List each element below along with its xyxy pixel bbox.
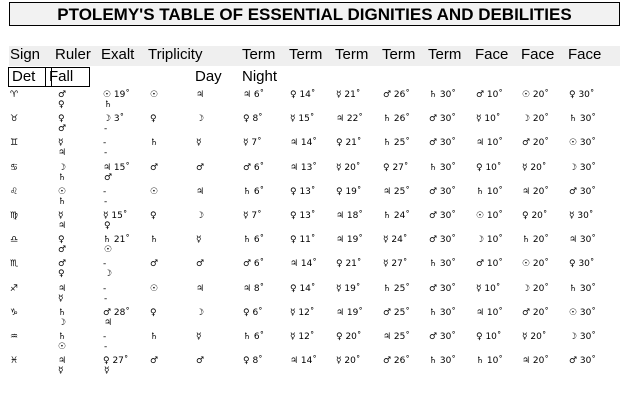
triplicity-night-glyph: ♂ [196,356,205,367]
triplicity-night-glyph: ♃ [196,186,205,197]
fall-glyph: - [104,196,108,207]
header-night: Night [242,68,278,85]
term-value: ☿ 24˚ [383,235,408,246]
fall-glyph: ♄ [104,100,113,110]
detriment-glyph: ♄ [58,172,67,183]
table-row [0,163,624,187]
term-value: ♂ 6˚ [243,162,265,173]
term-value: ♄ 30˚ [429,259,456,270]
detriment-glyph: ☉ [58,342,67,352]
table-row [0,356,624,380]
fall-glyph: ☽ [104,269,113,280]
table-row [0,235,624,259]
sign-glyph: ♎ [10,235,19,246]
term-value: ♄ 26˚ [383,114,410,125]
header-term-4: Term [382,46,416,63]
triplicity-night-glyph: ☽ [196,114,205,125]
exaltation-value: ♂ 28˚ [103,307,130,318]
triplicity-day-glyph: ☉ [150,186,159,197]
triplicity-day-glyph: ♀ [150,307,157,318]
face-value: ♀ 30˚ [569,90,595,100]
face-value: ♃ 10˚ [476,138,503,149]
triplicity-day-glyph: ♂ [150,162,159,173]
triplicity-day-glyph: ♄ [150,138,159,149]
triplicity-day-glyph: ♂ [150,356,159,367]
table-row [0,114,624,138]
ruler-glyph: ♀ [58,235,65,246]
face-value: ☿ 20˚ [522,162,547,173]
face-value: ♃ 20˚ [522,186,549,197]
fall-glyph: ♂ [104,172,113,183]
table-row [0,138,624,162]
triplicity-night-glyph: ♃ [196,90,205,100]
face-value: ☉ 30˚ [569,307,596,318]
ruler-glyph: ♃ [58,283,67,294]
face-value: ☽ 30˚ [569,332,596,342]
sign-glyph: ♐ [10,283,19,294]
sign-glyph: ♏ [10,259,19,270]
face-value: ♃ 30˚ [569,235,596,246]
table-row [0,284,624,308]
term-value: ♀ 14˚ [290,90,316,100]
header-face-1: Face [475,46,509,63]
triplicity-night-glyph: ☿ [196,235,202,246]
term-value: ♂ 25˚ [383,307,410,318]
term-value: ♃ 14˚ [290,356,317,367]
sign-glyph: ♊ [10,138,19,149]
triplicity-day-glyph: ♀ [150,211,157,221]
detriment-glyph: ♀ [58,100,65,110]
table-row [0,259,624,283]
term-value: ☿ 7˚ [243,138,262,149]
sign-glyph: ♒ [10,332,19,342]
ruler-glyph: ♀ [58,114,65,125]
term-value: ♀ 14˚ [290,283,316,294]
face-value: ☽ 20˚ [522,114,549,125]
ruler-glyph: ☽ [58,162,67,173]
term-value: ♀ 8˚ [243,114,263,125]
header-term-3: Term [335,46,369,63]
exaltation-value: - [103,259,107,270]
term-value: ♂ 26˚ [383,356,410,367]
header-term-5: Term [428,46,462,63]
sign-glyph: ♌ [10,186,19,197]
face-value: ♄ 10˚ [476,186,503,197]
term-value: ♀ 11˚ [290,235,316,246]
fall-glyph: ♃ [104,317,113,328]
detriment-glyph: ☿ [58,366,64,377]
term-value: ♃ 22˚ [336,114,363,125]
term-value: ☿ 15˚ [290,114,315,125]
term-value: ♄ 25˚ [383,283,410,294]
term-value: ♃ 13˚ [290,162,317,173]
face-value: ♄ 30˚ [569,114,596,125]
table-row [0,308,624,332]
face-value: ☽ 20˚ [522,283,549,294]
term-value: ♃ 19˚ [336,235,363,246]
term-value: ♀ 19˚ [336,186,362,197]
fall-glyph: - [104,342,108,352]
term-value: ♀ 8˚ [243,356,263,367]
face-value: ☉ 30˚ [569,138,596,149]
term-value: ♀ 21˚ [336,138,362,149]
triplicity-day-glyph: ♀ [150,114,157,125]
face-value: ♀ 30˚ [569,259,595,270]
sign-glyph: ♋ [10,162,19,173]
face-value: ♃ 10˚ [476,307,503,318]
exaltation-value: - [103,332,107,342]
term-value: ♀ 21˚ [336,259,362,270]
triplicity-day-glyph: ☉ [150,90,159,100]
term-value: ♂ 30˚ [429,283,456,294]
exaltation-value: - [103,283,107,294]
detriment-glyph: ♃ [58,221,67,231]
header-day: Day [195,68,222,85]
face-value: ☉ 20˚ [522,259,549,270]
face-value: ♃ 20˚ [522,356,549,367]
term-value: ♂ 30˚ [429,138,456,149]
sign-glyph: ♉ [10,114,19,125]
term-value: ♄ 6˚ [243,332,265,342]
term-value: ♃ 14˚ [290,138,317,149]
triplicity-day-glyph: ♄ [150,235,159,246]
detriment-glyph: ♃ [58,148,67,159]
face-value: ☉ 10˚ [476,211,503,221]
face-value: ☉ 20˚ [522,90,549,100]
term-value: ☿ 12˚ [290,332,315,342]
triplicity-day-glyph: ♂ [150,259,159,270]
term-value: ♂ 30˚ [429,114,456,125]
face-value: ♀ 20˚ [522,211,548,221]
header-triplicity: Triplicity [148,46,203,63]
exaltation-value: ☿ 15˚ [103,211,128,221]
ruler-glyph: ♂ [58,90,67,100]
header-row-2 [9,66,620,88]
term-value: ♄ 6˚ [243,235,265,246]
face-value: ♂ 30˚ [569,186,596,197]
triplicity-night-glyph: ♃ [196,283,205,294]
detriment-glyph: ♂ [58,245,67,256]
face-value: ☿ 10˚ [476,283,501,294]
exaltation-value: ☉ 19˚ [103,90,130,100]
term-value: ♂ 6˚ [243,259,265,270]
face-value: ♂ 10˚ [476,90,503,100]
header-face-2: Face [521,46,555,63]
term-value: ☿ 20˚ [336,162,361,173]
term-value: ♀ 27˚ [383,162,409,173]
triplicity-night-glyph: ☽ [196,307,205,318]
triplicity-day-glyph: ♄ [150,332,159,342]
term-value: ♂ 30˚ [429,332,456,342]
ruler-glyph: ♂ [58,259,67,270]
ruler-glyph: ♃ [58,356,67,367]
face-value: ♄ 20˚ [522,235,549,246]
face-value: ♄ 10˚ [476,356,503,367]
header-fall: Fall [45,67,90,87]
sign-glyph: ♈ [10,90,19,100]
ruler-glyph: ♄ [58,307,67,318]
term-value: ♀ 13˚ [290,211,316,221]
term-value: ♂ 26˚ [383,90,410,100]
triplicity-day-glyph: ☉ [150,283,159,294]
term-value: ♃ 8˚ [243,283,265,294]
term-value: ☿ 19˚ [336,283,361,294]
fall-glyph: - [104,124,108,135]
term-value: ♄ 6˚ [243,186,265,197]
header-row-1 [9,46,620,66]
ruler-glyph: ☉ [58,186,67,197]
term-value: ♄ 30˚ [429,162,456,173]
header-det: Det [8,67,52,87]
term-value: ♀ 6˚ [243,307,263,318]
sign-glyph: ♑ [10,307,19,318]
fall-glyph: ☿ [104,366,110,377]
fall-glyph: - [104,148,108,159]
term-value: ♃ 19˚ [336,307,363,318]
header-ruler: Ruler [55,46,91,63]
face-value: ♀ 10˚ [476,332,502,342]
term-value: ♄ 24˚ [383,211,410,221]
term-value: ♄ 25˚ [383,138,410,149]
header-sign: Sign [10,46,41,63]
term-value: ♀ 13˚ [290,186,316,197]
term-value: ♃ 25˚ [383,332,410,342]
term-value: ☿ 20˚ [336,356,361,367]
header-term-1: Term [242,46,276,63]
term-value: ♂ 30˚ [429,235,456,246]
term-value: ♀ 20˚ [336,332,362,342]
exaltation-value: - [103,186,107,197]
term-value: ☿ 21˚ [336,90,361,100]
face-value: ☽ 10˚ [476,235,503,246]
face-value: ♂ 20˚ [522,307,549,318]
term-value: ♃ 18˚ [336,211,363,221]
page-title: PTOLEMY'S TABLE OF ESSENTIAL DIGNITIES AND DEBILITIES [9,2,620,26]
sign-glyph: ♓ [10,356,19,367]
face-value: ♀ 10˚ [476,162,502,173]
term-value: ☿ 7˚ [243,211,262,221]
sign-glyph: ♍ [10,211,19,221]
fall-glyph: ♀ [104,221,111,231]
exaltation-value: ♄ 21˚ [103,235,130,246]
term-value: ♄ 30˚ [429,307,456,318]
exaltation-value: ☽ 3˚ [103,114,125,125]
table-row [0,211,624,235]
triplicity-night-glyph: ☽ [196,211,205,221]
detriment-glyph: ♄ [58,196,67,207]
term-value: ☿ 12˚ [290,307,315,318]
term-value: ♄ 30˚ [429,356,456,367]
ruler-glyph: ♄ [58,332,67,342]
face-value: ♂ 30˚ [569,356,596,367]
triplicity-night-glyph: ♂ [196,259,205,270]
triplicity-night-glyph: ☿ [196,138,202,149]
detriment-glyph: ♀ [58,269,65,280]
term-value: ♄ 30˚ [429,90,456,100]
face-value: ☿ 30˚ [569,211,594,221]
header-face-3: Face [568,46,602,63]
face-value: ♂ 20˚ [522,138,549,149]
triplicity-night-glyph: ♂ [196,162,205,173]
term-value: ♃ 25˚ [383,186,410,197]
header-term-2: Term [289,46,323,63]
exaltation-value: ♀ 27˚ [103,356,129,367]
fall-glyph: ☉ [104,245,113,256]
table-row [0,332,624,356]
face-value: ☿ 20˚ [522,332,547,342]
face-value: ☽ 30˚ [569,162,596,173]
detriment-glyph: ♂ [58,124,67,135]
fall-glyph: - [104,293,108,304]
detriment-glyph: ☽ [58,317,67,328]
term-value: ♃ 14˚ [290,259,317,270]
ruler-glyph: ☿ [58,138,64,149]
exaltation-value: - [103,138,107,149]
table-row [0,187,624,211]
term-value: ☿ 27˚ [383,259,408,270]
face-value: ♂ 10˚ [476,259,503,270]
header-exalt: Exalt [101,46,135,63]
exaltation-value: ♃ 15˚ [103,162,130,173]
term-value: ♃ 6˚ [243,90,265,100]
face-value: ☿ 10˚ [476,114,501,125]
detriment-glyph: ☿ [58,293,64,304]
term-value: ♂ 30˚ [429,211,456,221]
term-value: ♂ 30˚ [429,186,456,197]
table-row [0,90,624,114]
ruler-glyph: ☿ [58,211,64,221]
triplicity-night-glyph: ☿ [196,332,202,342]
face-value: ♄ 30˚ [569,283,596,294]
